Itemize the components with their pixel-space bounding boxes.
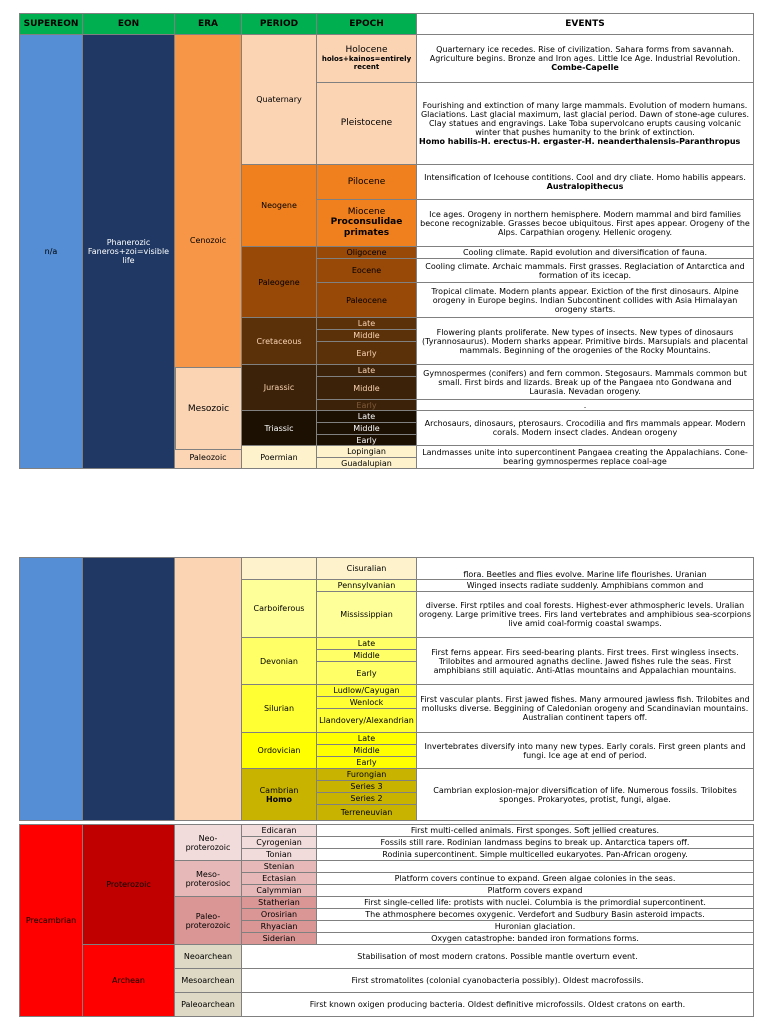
period-ectasian: Ectasian — [242, 873, 317, 885]
epoch-terreneuvian: Terreneuvian — [317, 805, 417, 821]
era-paleoarchean: Paleoarchean — [175, 993, 242, 1017]
era-cenozoic: Cenozoic — [175, 35, 242, 446]
period-permian: Poermian — [242, 446, 317, 469]
epoch-cretaceous-middle: Middle — [317, 330, 417, 342]
period-rhyacian: Rhyacian — [242, 921, 317, 933]
epoch-wenlock: Wenlock — [317, 697, 417, 709]
events-siderian: Oxygen catastrophe: banded iron formations forms. — [317, 933, 754, 945]
header-supereon: SUPEREON — [20, 14, 83, 35]
epoch-furongian: Furongian — [317, 769, 417, 781]
epoch-devonian-middle: Middle — [317, 650, 417, 662]
header-events: EVENTS — [417, 14, 754, 35]
epoch-cretaceous-early: Early — [317, 342, 417, 365]
epoch-jurassic-late: Late — [317, 365, 417, 377]
epoch-eocene: Eocene — [317, 259, 417, 283]
events-paleoarchean: First known oxigen producing bacteria. Oldest definitive microfossils. Oldest cratons on earth. — [242, 993, 754, 1017]
epoch-triassic-middle: Middle — [317, 423, 417, 435]
epoch-series2: Series 2 — [317, 793, 417, 805]
header-epoch: EPOCH — [317, 14, 417, 35]
events-cambrian: Cambrian explosion-major diversification of life. Numerous fossils. Trilobites sponges. Prokaryotes, protist, fungi, algae. — [417, 769, 754, 821]
events-ordovician: Invertebrates diversify into many new types. Early corals. First green plants and fungi. Ice age at end of period. — [417, 733, 754, 769]
events-pliocene-text: Intensification of Icehouse contitions. Cool and dry cliate. Homo habilis appears. — [424, 173, 746, 182]
epoch-guadalupian: Guadalupian — [317, 458, 417, 469]
period-silurian: Silurian — [242, 685, 317, 733]
events-holocene — [417, 35, 754, 83]
era-mesoarchean: Mesoarchean — [175, 969, 242, 993]
epoch-pliocene: Pilocene — [317, 165, 417, 200]
events-permian: Landmasses unite into supercontinent Pangaea creating the Appalachians. Cone-bearing gymnospermes replace coal-age — [417, 446, 754, 469]
header-era: ERA — [175, 14, 242, 35]
epoch-miocene-name: Miocene — [347, 206, 386, 217]
era-mesozoic-block — [175, 367, 242, 450]
period-jurassic: Jurassic — [242, 365, 317, 411]
events-pliocene — [417, 165, 754, 200]
era-mesozoic: Mesozoic — [187, 403, 230, 414]
epoch-holocene — [317, 35, 417, 83]
epoch-mississippian: Mississippian — [317, 592, 417, 638]
eon-archean: Archean — [83, 945, 175, 1017]
events-pleistocene — [417, 83, 754, 165]
era-mesoproterozoic: Meso-proterosioc — [175, 861, 242, 897]
period-statherian: Statherian — [242, 897, 317, 909]
events-pliocene-bold: Australopithecus — [546, 182, 624, 191]
epoch-ordovician-early: Early — [317, 757, 417, 769]
epoch-jurassic-middle: Middle — [317, 377, 417, 400]
events-cretaceous: Flowering plants proliferate. New types of insects. New types of dinosaurs (Tyrannosaurus). Modern sharks appear. Primitive birds. Marsupials and placental mammals. Beginning of the orogenies of the Rocky Mountains. — [417, 318, 754, 365]
events-neoarchean: Stabilisation of most modern cratons. Possible mantle overturn event. — [242, 945, 754, 969]
epoch-ludlow: Ludlow/Cayugan — [317, 685, 417, 697]
period-ordovician: Ordovician — [242, 733, 317, 769]
period-ediacaran: Edicaran — [242, 825, 317, 837]
events-ediacaran: First multi-celled animals. First sponges. Soft jellied creatures. — [317, 825, 754, 837]
header-period: PERIOD — [242, 14, 317, 35]
events-devonian: First ferns appear. Firs seed-bearing plants. First trees. First wingless insects. Trilobites and armoured agnaths decline. Jawed fishes rule the seas. First amphibians still aquiatic. Anti-Atlas mountains and Appalachian mountains. — [417, 638, 754, 685]
events-holocene-text: Quarternary ice recedes. Rise of civilization. Sahara forms from savannah. Agriculture begins. Bronze and Iron ages. Little Ice Age. Industrial Revolution. — [429, 45, 741, 63]
era-paleoproterozoic: Paleo-proterozoic — [175, 897, 242, 945]
period-neogene: Neogene — [242, 165, 317, 247]
eon-phanerozoic-cont — [83, 558, 175, 821]
eon-phanerozoic: Phanerozic Faneros+zoi=visible life — [83, 35, 175, 469]
period-cambrian-homo: Homo — [265, 794, 293, 804]
epoch-holocene-etymology: holos+kainos=entirely recent — [321, 55, 412, 71]
period-devonian: Devonian — [242, 638, 317, 685]
supereon-precambrian: Precambrian — [20, 825, 83, 1017]
supereon-phanerozoic-cont — [20, 558, 83, 821]
epoch-triassic-late: Late — [317, 411, 417, 423]
geologic-table-paleozoic-precambrian — [19, 557, 754, 821]
epoch-series3: Series 3 — [317, 781, 417, 793]
events-ectasian: Platform covers continue to expand. Green algae colonies in the seas. — [317, 873, 754, 885]
events-cryogenian: Fossils still rare. Rodinian landmass begins to break up. Antarctica tapers off. — [317, 837, 754, 849]
events-tonian: Rodinia supercontinent. Simple multicelled eukaryotes. Pan-African orogeny. — [317, 849, 754, 861]
events-orosirian: The athmosphere becomes oxygenic. Verdefort and Sudbury Basin asteroid impacts. — [317, 909, 754, 921]
epoch-ordovician-middle: Middle — [317, 745, 417, 757]
period-quaternary: Quaternary — [242, 35, 317, 165]
period-cambrian-name: Cambrian — [259, 785, 299, 795]
epoch-paleocene: Paleocene — [317, 283, 417, 318]
events-triassic: Archosaurs, dinosaurs, pterosaurs. Crocodilia and firs mammals appear. Modern corals. Modern insect clades. Andean orogeny — [417, 411, 754, 446]
events-statherian: First single-celled life: protists with nuclei. Columbia is the primordial supercontinent. — [317, 897, 754, 909]
epoch-pennsylvanian: Pennsylvanian — [317, 580, 417, 592]
epoch-miocene-primates: Proconsulidae primates — [330, 216, 403, 238]
period-siderian: Siderian — [242, 933, 317, 945]
events-stenian — [317, 861, 754, 873]
epoch-devonian-early: Early — [317, 662, 417, 685]
events-miocene: Ice ages. Orogeny in northern hemisphere. Modern mammal and bird families becone recognizable. Grasses becoe ubiquitous. First apes appear. Orogeny of the Alps. Carpathian orogeny. Hellenic orogeny. — [417, 200, 754, 247]
header-eon: EON — [83, 14, 175, 35]
epoch-devonian-late: Late — [317, 638, 417, 650]
era-neoarchean: Neoarchean — [175, 945, 242, 969]
period-tonian: Tonian — [242, 849, 317, 861]
epoch-oligocene: Oligocene — [317, 247, 417, 259]
epoch-jurassic-early: Early — [317, 400, 417, 411]
era-neoproterozoic: Neo-proterozoic — [175, 825, 242, 861]
events-pleistocene-text: Fourishing and extinction of many large mammals. Evolution of modern humans. Glaciations. Last glacial maximum, last glacial period. Dawn of stone-age culures. Clay statues and engravings. Lake Toba supervolcano erupts causing volcanic winter that pushes humanity to the brink of extinction. — [420, 101, 750, 137]
era-paleozoic: Paleozoic — [175, 446, 242, 469]
epoch-ordovician-late: Late — [317, 733, 417, 745]
events-mesoarchean: First stromatolites (colonial cyanobacteria possibly). Oldest macrofossils. — [242, 969, 754, 993]
events-eocene: Cooling climate. Archaic mammals. First grasses. Reglaciation of Antarctica and formation of its icecap. — [417, 259, 754, 283]
events-mississippian: diverse. First rptiles and coal forests. Highest-ever athmospheric levels. Uralian orogeny. Large primitive trees. Firs land vertebrates and amphibious sea-scorpions live amid coal-formig coastal swamps. — [417, 592, 754, 638]
epoch-pleistocene: Pleistocene — [317, 83, 417, 165]
supereon-na: n/a — [20, 35, 83, 469]
period-orosirian: Orosirian — [242, 909, 317, 921]
events-silurian: First vascular plants. First jawed fishes. Many armoured jawless fish. Trilobites and mollusks diverse. Beggining of Caledonian orogeny and Scandinavian mountains. Australian continent tapers off. — [417, 685, 754, 733]
period-calymmian: Calymmian — [242, 885, 317, 897]
period-cambrian — [242, 769, 317, 821]
epoch-miocene — [317, 200, 417, 247]
period-cretaceous: Cretaceous — [242, 318, 317, 365]
geologic-table-cenozoic-mesozoic — [19, 13, 754, 469]
events-holocene-bold: Combe-Capelle — [551, 63, 619, 72]
events-cisuralian: flora. Beetles and flies evolve. Marine life flourishes. Uranian — [417, 558, 754, 580]
events-pleistocene-bold: Homo habilis-H. erectus-H. ergaster-H. neanderthalensis-Paranthropus — [419, 137, 741, 146]
events-rhyacian: Huronian glaciation. — [317, 921, 754, 933]
events-paleocene: Tropical climate. Modern plants appear. Exiction of the first dinosaurs. Alpine orogeny in Europe begins. Indian Subcontinent collides with Asia Himalayan orogeny starts. — [417, 283, 754, 318]
period-paleogene: Paleogene — [242, 247, 317, 318]
events-calymmian: Platform covers expand — [317, 885, 754, 897]
epoch-triassic-early: Early — [317, 435, 417, 446]
epoch-cisuralian: Cisuralian — [317, 558, 417, 580]
eon-proterozoic: Proterozoic — [83, 825, 175, 945]
era-paleozoic-cont — [175, 558, 242, 821]
epoch-cretaceous-late: Late — [317, 318, 417, 330]
epoch-lopingian: Lopingian — [317, 446, 417, 458]
events-jurassic-early: . — [417, 400, 754, 411]
epoch-llandovery: Llandovery/Alexandrian — [317, 709, 417, 733]
events-oligocene: Cooling climate. Rapid evolution and diversification of fauna. — [417, 247, 754, 259]
period-permian-cont — [242, 558, 317, 580]
events-jurassic: Gymnospermes (conifers) and fern common. Stegosaurs. Mammals common but small. First birds and lizards. Break up of the Pangaea nto Gondwana and Laurasia. Nevadan orogeny. — [417, 365, 754, 400]
period-cryogenian: Cyrogenian — [242, 837, 317, 849]
events-pennsylvanian: Winged insects radiate suddenly. Amphibians common and — [417, 580, 754, 592]
period-triassic: Triassic — [242, 411, 317, 446]
epoch-holocene-name: Holocene — [345, 45, 388, 55]
period-carboniferous: Carboiferous — [242, 580, 317, 638]
geologic-table-precambrian — [19, 824, 754, 1017]
period-stenian: Stenian — [242, 861, 317, 873]
